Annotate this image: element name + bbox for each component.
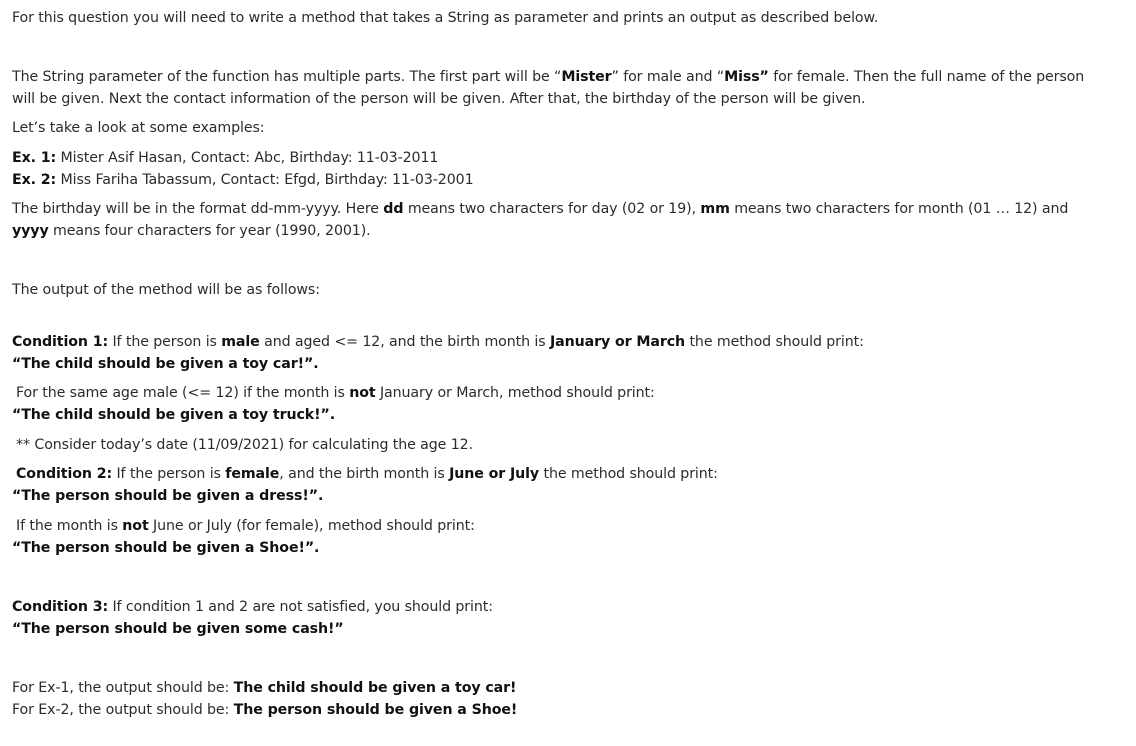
output-intro: The output of the method will be as follows:	[12, 282, 320, 298]
result-example-2: For Ex-2, the output should be: The person should be given a Shoe!	[12, 702, 518, 718]
condition-1-else: For the same age male (<= 12) if the month is not January or March, method should print:	[16, 385, 655, 401]
condition-2-output-dress: “The person should be given a dress!”.	[12, 488, 324, 504]
condition-1-heading: Condition 1: If the person is male and aged <= 12, and the birth month is January or March the method should print:	[12, 334, 864, 350]
example-1: Ex. 1: Mister Asif Hasan, Contact: Abc, Birthday: 11-03-2011	[12, 150, 439, 166]
description-line-2: will be given. Next the contact information of the person will be given. After that, the birthday of the person will be given.	[12, 91, 866, 107]
description-line-1: The String parameter of the function has multiple parts. The first part will be “Mister” for male and “Miss” for female. Then the full name of the person	[12, 69, 1085, 85]
condition-2-heading: Condition 2: If the person is female, and the birth month is June or July the method should print:	[16, 466, 718, 482]
condition-2-else: If the month is not June or July (for female), method should print:	[16, 518, 475, 534]
result-example-1: For Ex-1, the output should be: The child should be given a toy car!	[12, 680, 517, 696]
condition-3-output-cash: “The person should be given some cash!”	[12, 621, 344, 637]
condition-3-heading: Condition 3: If condition 1 and 2 are not satisfied, you should print:	[12, 599, 493, 615]
example-2: Ex. 2: Miss Fariha Tabassum, Contact: Efgd, Birthday: 11-03-2001	[12, 172, 474, 188]
condition-2-output-shoe: “The person should be given a Shoe!”.	[12, 540, 320, 556]
condition-1-output-car: “The child should be given a toy car!”.	[12, 356, 319, 372]
examples-intro: Let’s take a look at some examples:	[12, 120, 265, 136]
format-line-2: yyyy means four characters for year (1990, 2001).	[12, 223, 371, 239]
intro-paragraph: For this question you will need to write a method that takes a String as parameter and prints an output as described below.	[12, 10, 879, 26]
condition-1-note: ** Consider today’s date (11/09/2021) for calculating the age 12.	[16, 437, 473, 453]
condition-1-output-truck: “The child should be given a toy truck!”.	[12, 407, 336, 423]
format-line-1: The birthday will be in the format dd-mm-yyyy. Here dd means two characters for day (02 or 19), mm means two characters for month (01 … 12) and	[12, 201, 1069, 217]
